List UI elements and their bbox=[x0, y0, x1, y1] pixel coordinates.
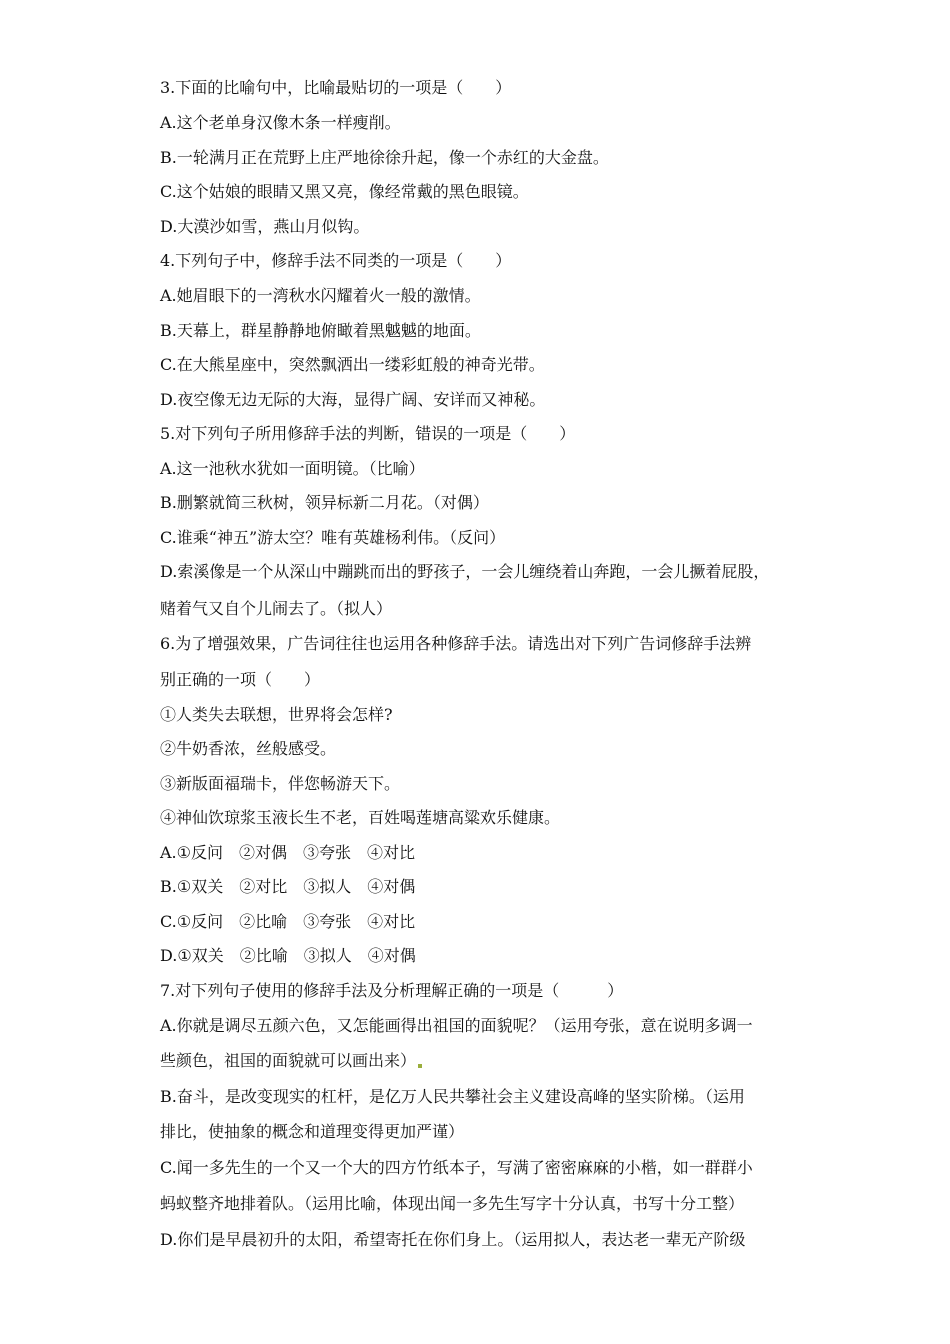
question-6-item-4: ④神仙饮琼浆玉液长生不老，百姓喝莲塘高粱欢乐健康。 bbox=[160, 808, 561, 827]
question-5-option-a: A.这一池秋水犹如一面明镜。（比喻） bbox=[160, 459, 425, 478]
question-3-stem: 3.下面的比喻句中，比喻最贴切的一项是（ ） bbox=[160, 78, 512, 97]
question-6-stem: 6.为了增强效果，广告词往往也运用各种修辞手法。请选出对下列广告词修辞手法辨 bbox=[160, 634, 752, 653]
question-7-option-a-cont bbox=[160, 1051, 810, 1071]
question-4-option-a: A.她眉眼下的一湾秋水闪耀着火一般的激情。 bbox=[160, 286, 481, 305]
question-7-stem: 7.对下列句子使用的修辞手法及分析理解正确的一项是（ ） bbox=[160, 981, 624, 1000]
question-4-option-c: C.在大熊星座中，突然飘洒出一缕彩虹般的神奇光带。 bbox=[160, 355, 545, 374]
question-3-option-b: B.一轮满月正在荒野上庄严地徐徐升起，像一个赤红的大金盘。 bbox=[160, 148, 609, 167]
question-6-option-b: B.①双关 ②对比 ③拟人 ④对偶 bbox=[160, 877, 416, 896]
question-6-option-d: D.①双关 ②比喻 ③拟人 ④对偶 bbox=[160, 946, 416, 965]
question-7-option-c-cont: 蚂蚁整齐地排着队。（运用比喻，体现出闻一多先生写字十分认真，书写十分工整） bbox=[160, 1194, 745, 1213]
marker-dot bbox=[418, 1064, 422, 1068]
question-6-item-2: ②牛奶香浓，丝般感受。 bbox=[160, 739, 337, 758]
question-3-option-c: C.这个姑娘的眼睛又黑又亮，像经常戴的黑色眼镜。 bbox=[160, 182, 529, 201]
question-4-option-b: B.天幕上，群星静静地俯瞰着黑魆魆的地面。 bbox=[160, 321, 481, 340]
question-5-option-d: D.索溪像是一个从深山中蹦跳而出的野孩子，一会儿缠绕着山奔跑，一会儿撅着屁股， bbox=[160, 562, 770, 581]
question-7-option-b: B.奋斗，是改变现实的杠杆，是亿万人民共攀社会主义建设高峰的坚实阶梯。（运用 bbox=[160, 1087, 745, 1106]
question-7-option-c: C.闻一多先生的一个又一个大的四方竹纸本子，写满了密密麻麻的小楷，如一群群小 bbox=[160, 1158, 753, 1177]
question-6-item-3: ③新版面福瑞卡，伴您畅游天下。 bbox=[160, 774, 401, 793]
question-4-stem: 4.下列句子中，修辞手法不同类的一项是（ ） bbox=[160, 251, 512, 270]
question-6-stem-cont: 别正确的一项（ ） bbox=[160, 670, 321, 689]
question-7-option-d: D.你们是早晨初升的太阳，希望寄托在你们身上。（运用拟人，表达老一辈无产阶级 bbox=[160, 1230, 746, 1249]
question-5-stem: 5.对下列句子所用修辞手法的判断，错误的一项是（ ） bbox=[160, 424, 576, 443]
question-6-item-1: ①人类失去联想，世界将会怎样? bbox=[160, 705, 393, 724]
question-4-option-d: D.夜空像无边无际的大海，显得广阔、安详而又神秘。 bbox=[160, 390, 546, 409]
question-5-option-c: C.谁乘“神五”游太空？唯有英雄杨利伟。（反问） bbox=[160, 528, 506, 547]
question-7-option-a-cont-text: 些颜色，祖国的面貌就可以画出来） bbox=[160, 1051, 417, 1070]
question-3-option-a: A.这个老单身汉像木条一样瘦削。 bbox=[160, 113, 401, 132]
question-5-option-b: B.删繁就简三秋树，领异标新二月花。（对偶） bbox=[160, 493, 489, 512]
question-7-option-b-cont: 排比，使抽象的概念和道理变得更加严谨） bbox=[160, 1122, 465, 1141]
question-3-option-d: D.大漠沙如雪，燕山月似钩。 bbox=[160, 217, 370, 236]
question-6-option-c: C.①反问 ②比喻 ③夸张 ④对比 bbox=[160, 912, 416, 931]
question-6-option-a: A.①反问 ②对偶 ③夸张 ④对比 bbox=[160, 843, 415, 862]
question-7-option-a: A.你就是调尽五颜六色，又怎能画得出祖国的面貌呢？（运用夸张，意在说明多调一 bbox=[160, 1016, 753, 1035]
question-5-option-d-cont: 赌着气又自个儿闹去了。（拟人） bbox=[160, 599, 393, 618]
